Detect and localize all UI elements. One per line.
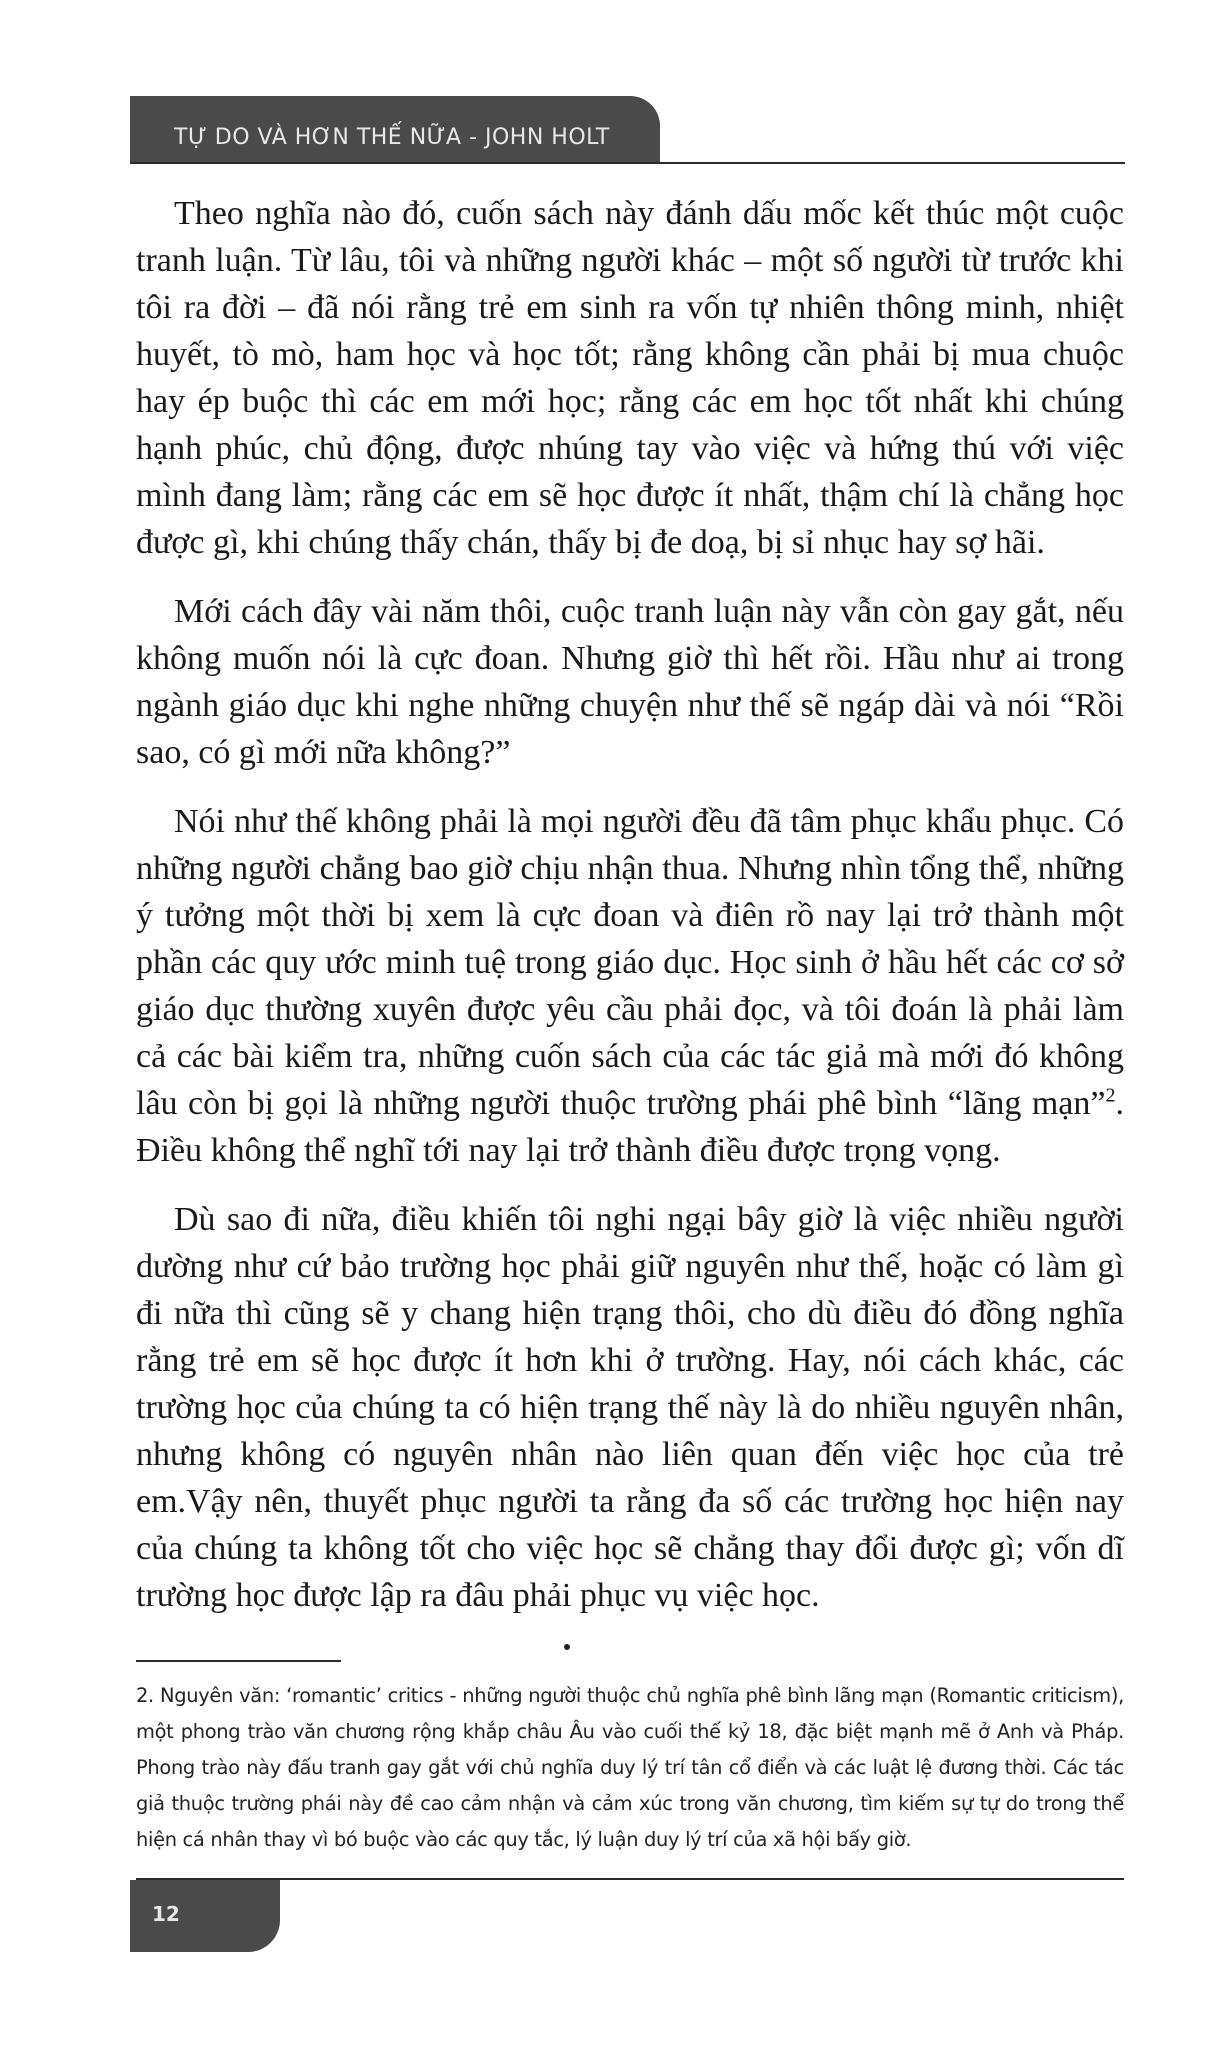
paragraph-4: Dù sao đi nữa, điều khiến tôi nghi ngại bây giờ là việc nhiều người dường như cứ bảo trường học phải giữ nguyên như thế, hoặc có làm gì đi nữa thì cũng sẽ y chang hiện trạng thôi, cho dù điều đó đồng nghĩa rằng trẻ em sẽ học được ít hơn khi ở trường. Hay, nói cách khác, các trường học của chúng ta có hiện trạng thế này là do nhiều nguyên nhân, nhưng không có nguyên nhân nào liên quan đến việc học của trẻ em.Vậy nên, thuyết phục người ta rằng đa số các trường học hiện nay của chúng ta không tốt cho việc học sẽ chẳng thay đổi được gì; vốn dĩ trường học được lập ra đâu phải phục vụ việc học.	[136, 1201, 1124, 1614]
running-header-title: TỰ DO VÀ HƠN THẾ NỮA - JOHN HOLT	[174, 124, 610, 150]
header-divider	[130, 162, 1125, 164]
footnote: 2. Nguyên văn: ‘romantic’ critics - những người thuộc chủ nghĩa phê bình lãng mạn (Romantic criticism), một phong trào văn chương rộng khắp châu Âu vào cuối thế kỷ 18, đặc biệt mạnh mẽ ở Anh và Pháp. Phong trào này đấu tranh gay gắt với chủ nghĩa duy lý trí tân cổ điển và các luật lệ đương thời. Các tác giả thuộc trường phái này đề cao cảm nhận và cảm xúc trong văn chương, tìm kiếm sự tự do trong thể hiện cá nhân thay vì bó buộc vào các quy tắc, lý luận duy lý trí của xã hội bấy giờ.	[136, 1684, 1124, 1851]
running-header	[130, 96, 660, 164]
paragraph-2: Mới cách đây vài năm thôi, cuộc tranh luận này vẫn còn gay gắt, nếu không muốn nói là cực đoan. Nhưng giờ thì hết rồi. Hầu như ai trong ngành giáo dục khi nghe những chuyện như thế sẽ ngáp dài và nói “Rồi sao, có gì mới nữa không?”	[136, 593, 1124, 771]
ink-speck	[564, 1644, 570, 1650]
page-number-tab	[130, 1880, 280, 1952]
paragraph-3	[136, 798, 1124, 1174]
footnote-divider	[136, 1660, 341, 1662]
page-number: 12	[152, 1902, 180, 1926]
footnote-reference[interactable]: 2	[1105, 1084, 1116, 1107]
footer-divider	[136, 1878, 1124, 1880]
paragraph-1: Theo nghĩa nào đó, cuốn sách này đánh dấu mốc kết thúc một cuộc tranh luận. Từ lâu, tôi và những người khác – một số người từ trước khi tôi ra đời – đã nói rằng trẻ em sinh ra vốn tự nhiên thông minh, nhiệt huyết, tò mò, ham học và học tốt; rằng không cần phải bị mua chuộc hay ép buộc thì các em mới học; rằng các em học tốt nhất khi chúng hạnh phúc, chủ động, được nhúng tay vào việc và hứng thú với việc mình đang làm; rằng các em sẽ học được ít nhất, thậm chí là chẳng học được gì, khi chúng thấy chán, thấy bị đe doạ, bị sỉ nhục hay sợ hãi.	[136, 195, 1124, 561]
paragraph-3-tail: . Điều không thể nghĩ tới nay lại trở thành điều được trọng vọng.	[136, 1085, 1124, 1169]
body-text	[136, 190, 1124, 1641]
paragraph-3-text: Nói như thế không phải là mọi người đều đã tâm phục khẩu phục. Có những người chẳng bao giờ chịu nhận thua. Nhưng nhìn tổng thể, những ý tưởng một thời bị xem là cực đoan và điên rồ nay lại trở thành một phần các quy ước minh tuệ trong giáo dục. Học sinh ở hầu hết các cơ sở giáo dục thường xuyên được yêu cầu phải đọc, và tôi đoán là phải làm cả các bài kiểm tra, những cuốn sách của các tác giả mà mới đó không lâu còn bị gọi là những người thuộc trường phái phê bình “lãng mạn”	[136, 803, 1124, 1122]
